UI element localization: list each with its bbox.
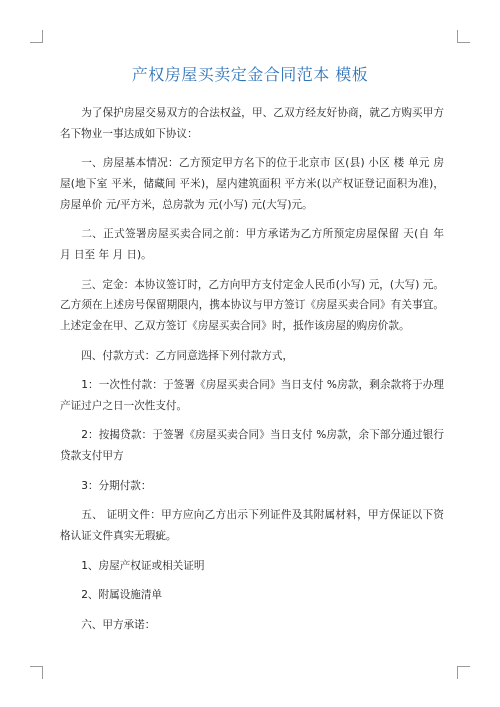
paragraph-documents: 五、 证明文件：甲方应向乙方出示下列证件及其附属材料，甲方保证以下资格认证文件真实无瑕疵。 — [60, 509, 444, 543]
paragraph-house-info: 一、房屋基本情况：乙方预定甲方名下的位于北京市 区(县) 小区 楼 单元 房屋(地下室 平米，储藏间 平米)，屋内建筑面积 平方米(以产权证登记面积为准)，房屋单价 元/平方米，总房款为 元(小写) 元(大写)元。 — [60, 157, 444, 211]
paragraph-payment-mortgage: 2：按揭贷款：于签署《房屋买卖合同》当日支付 %房款，余下部分通过银行贷款支付甲方 — [60, 429, 444, 463]
paragraph-seller-promise: 六、甲方承诺： — [81, 618, 156, 631]
crop-mark-top-right — [457, 30, 470, 43]
document-body — [60, 103, 444, 644]
paragraph-doc-item-2: 2、附属设施清单 — [81, 589, 163, 602]
paragraph-intro: 为了保护房屋交易双方的合法权益，甲、乙双方经友好协商，就乙方购买甲方名下物业一事达成如下协议： — [60, 107, 444, 140]
paragraph-payment-installment: 3：分期付款： — [81, 479, 152, 492]
crop-mark-bottom-right — [457, 666, 470, 679]
paragraph-doc-item-1: 1、房屋产权证或相关证明 — [81, 559, 205, 572]
crop-mark-bottom-left — [30, 666, 43, 679]
document-title: 产权房屋买卖定金合同范本 模板 — [131, 65, 369, 84]
crop-mark-top-left — [30, 30, 43, 43]
paragraph-reservation: 二、正式签署房屋买卖合同之前：甲方承诺为乙方所预定房屋保留 天(自 年 月 日至 年 月 日)。 — [60, 228, 444, 262]
paragraph-payment-method: 四、付款方式：乙方同意选择下列付款方式， — [81, 349, 294, 362]
paragraph-payment-lump-sum: 1：一次性付款：于签署《房屋买卖合同》当日支付 %房款，剩余款将于办理产证过户之日一次性支付。 — [60, 379, 444, 412]
paragraph-deposit: 三、定金：本协议签订时，乙方向甲方支付定金人民币(小写) 元，(大写) 元。乙方须在上述房号保留期限内，携本协议与甲方签订《房屋买卖合同》有关事宜。上述定金在甲、乙双方签订《房屋买卖合同》时，抵作该房屋的购房价款。 — [60, 278, 444, 333]
